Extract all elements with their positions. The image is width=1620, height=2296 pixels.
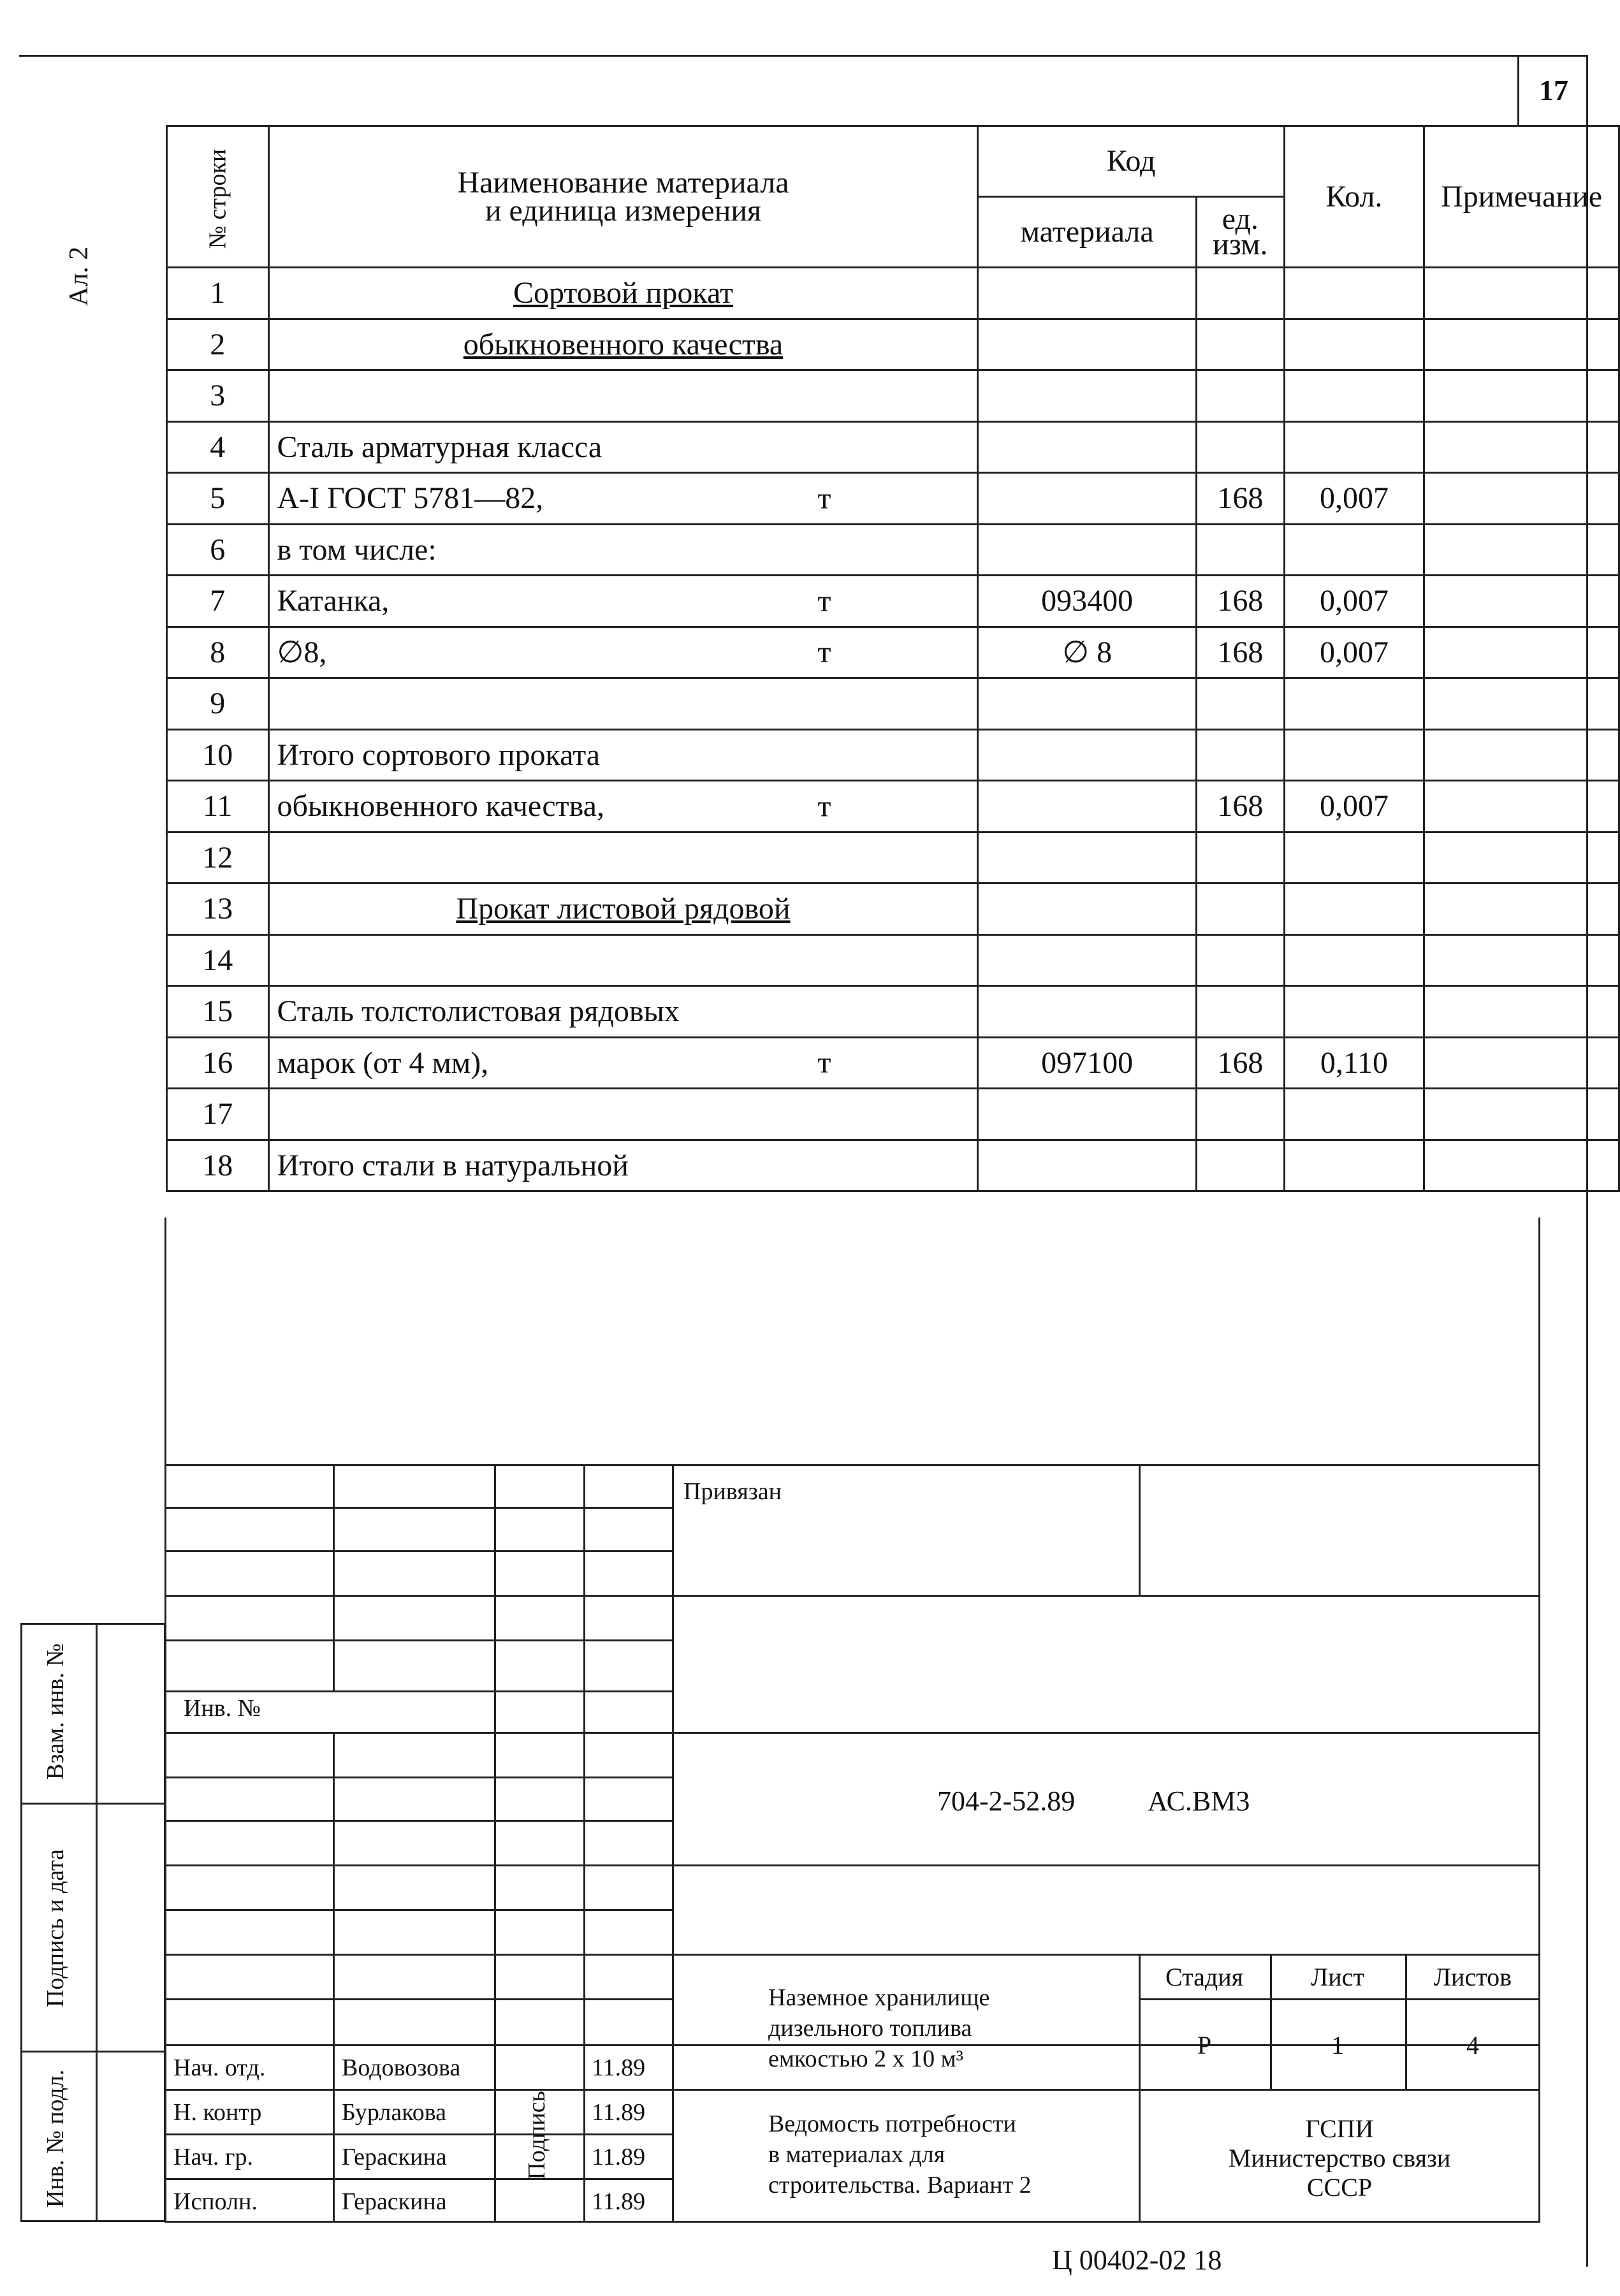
table-row [167,1089,1619,1140]
row-quantity: 0,007 [1284,627,1424,678]
page-number: 17 [1517,55,1588,127]
row-quantity [1284,729,1424,781]
row-quantity [1284,319,1424,370]
row-unit: т [817,789,831,824]
table-row [167,832,1619,883]
header-code: Код [978,126,1284,197]
row-unit-code: 168 [1196,627,1284,678]
row-name [268,832,978,883]
row-number: 1 [167,268,269,319]
row-name-text: Прокат листовой рядовой [456,892,791,926]
row-material-code [978,986,1196,1038]
table-row [167,319,1619,370]
row-unit-code: 168 [1196,781,1284,832]
org-line3: СССР [1306,2173,1373,2202]
row-quantity [1284,370,1424,422]
row-material-code [978,678,1196,730]
stamp-vline [1139,1464,1141,1597]
sheet-label: Лист [1311,1963,1364,1991]
side-strip-divider [96,1623,98,2222]
row-unit-code [1196,934,1284,986]
header-code-unit: ед. изм. [1196,197,1284,268]
doc-code: 704-2-52.89 [937,1785,1076,1817]
stamp-hline [583,2133,673,2135]
table-row [167,421,1619,473]
row-note [1424,319,1619,370]
stamp-hline [164,2133,583,2135]
row-number: 10 [167,729,269,781]
row-number: 4 [167,421,269,473]
row-material-code [978,781,1196,832]
row-unit-code [1196,986,1284,1038]
stamp-hline [164,1639,673,1641]
row-unit-code [1196,832,1284,883]
stamp-hline [672,2089,1540,2091]
row-number: 14 [167,934,269,986]
row-note [1424,421,1619,473]
stamp-hline [164,1864,1540,1866]
row-material-code [978,268,1196,319]
row-number: 15 [167,986,269,1038]
row-material-code [978,370,1196,422]
row-note [1424,934,1619,986]
table-row [167,986,1619,1038]
row-quantity [1284,268,1424,319]
row-name [268,678,978,730]
row-note [1424,627,1619,678]
row-unit-code: 168 [1196,473,1284,525]
row-note [1424,883,1619,935]
header-note: Примечание [1424,126,1619,268]
row-unit-code: 168 [1196,1037,1284,1089]
row-quantity [1284,524,1424,576]
row-quantity [1284,1089,1424,1140]
row-unit: т [817,584,831,618]
row-name [268,370,978,422]
row-material-code: 093400 [978,576,1196,627]
inv-no-label: Инв. № [184,1695,261,1722]
row-name [268,576,978,627]
row-unit-code [1196,370,1284,422]
row-name-text: обыкновенного качества, [277,789,604,824]
row-name [268,934,978,986]
header-name: Наименование материала и единица измерения [268,126,978,268]
row-quantity: 0,007 [1284,576,1424,627]
row-quantity [1284,678,1424,730]
table-row [167,370,1619,422]
table-row [167,627,1619,678]
frame-left-line [164,1217,166,1466]
table-row [167,1140,1619,1191]
row-note [1424,729,1619,781]
footer-code: Ц 00402-02 18 [1052,2244,1222,2276]
row-unit-code [1196,524,1284,576]
stamp-vline [333,1464,335,1692]
row-quantity [1284,934,1424,986]
table-row [167,576,1619,627]
row-quantity [1284,986,1424,1038]
row-name [268,319,978,370]
table-row [167,934,1619,986]
row-note [1424,986,1619,1038]
row-number: 9 [167,678,269,730]
stamp-vline [672,1464,674,2223]
table-row [167,524,1619,576]
row-name [268,781,978,832]
row-name-text: Сталь арматурная класса [277,430,602,464]
row-name [268,524,978,576]
row-material-code [978,524,1196,576]
object-line2: дизельного топлива [768,2015,972,2042]
row-name-text: ∅8, [277,636,327,670]
row-name [268,1140,978,1191]
signatory-role: Нач. гр. [173,2144,253,2170]
row-unit-code: 168 [1196,576,1284,627]
stamp-hline [164,1550,673,1552]
row-name-text: обыкновенного качества [463,327,784,361]
row-number: 12 [167,832,269,883]
stamp-hline [583,2178,673,2180]
row-name [268,883,978,935]
row-name [268,627,978,678]
row-unit-code [1196,421,1284,473]
side-podpis: Подпись и дата [42,1849,69,2008]
row-name [268,729,978,781]
row-note [1424,576,1619,627]
row-quantity [1284,421,1424,473]
row-material-code [978,729,1196,781]
row-material-code [978,319,1196,370]
stamp-hline [164,1954,1540,1956]
row-note [1424,1037,1619,1089]
row-unit-code [1196,678,1284,730]
stamp-hline [1139,1998,1540,2000]
org-line1: ГСПИ [1305,2114,1374,2143]
row-note [1424,1089,1619,1140]
row-quantity: 0,007 [1284,781,1424,832]
stamp-hline [164,1507,673,1509]
row-unit-code [1196,729,1284,781]
title-line1: Ведомость потребности [768,2111,1016,2137]
row-number: 8 [167,627,269,678]
row-note [1424,524,1619,576]
row-quantity [1284,832,1424,883]
header-row [167,126,1619,197]
row-name-text: Итого сортового проката [277,737,601,772]
stage-label: Стадия [1165,1963,1244,1991]
row-material-code [978,1140,1196,1191]
row-name [268,1037,978,1089]
table-row [167,473,1619,525]
frame-right-line [1538,1217,1540,1466]
sheet-mark: Ал. 2 [64,246,94,306]
signature-label: Подпись [523,2091,550,2180]
sheets-label: Листов [1433,1963,1512,1991]
row-material-code: 097100 [978,1037,1196,1089]
row-material-code [978,421,1196,473]
row-note [1424,370,1619,422]
stamp-hline [164,2089,583,2091]
object-line3: емкостью 2 х 10 м³ [768,2045,964,2072]
stamp-hline [164,1595,1540,1597]
row-unit-code [1196,1140,1284,1191]
stamp-hline [164,1690,673,1692]
row-name-text: A-I ГОСТ 5781—82, [277,481,544,516]
header-row-no: № строки [167,126,269,268]
row-name [268,268,978,319]
stamp-hline [164,1776,673,1778]
row-material-code [978,883,1196,935]
row-name [268,473,978,525]
row-note [1424,781,1619,832]
row-name [268,986,978,1038]
row-name-text: Сортовой прокат [513,276,734,310]
signatory-date: 11.89 [592,2099,646,2126]
row-number: 13 [167,883,269,935]
stamp-hline [164,1820,673,1822]
table-row [167,729,1619,781]
signatory-date: 11.89 [592,2054,646,2081]
row-number: 18 [167,1140,269,1191]
row-note [1424,832,1619,883]
row-name-text: Катанка, [277,584,390,618]
row-number: 3 [167,370,269,422]
stamp-hline [164,1909,673,1911]
top-border [19,55,1587,57]
materials-table [166,125,1620,1192]
row-number: 6 [167,524,269,576]
row-material-code [978,1089,1196,1140]
side-inv-podl: Инв. № подл. [42,2069,69,2208]
row-unit-code [1196,319,1284,370]
side-vzam: Взам. инв. № [42,1643,69,1780]
row-material-code [978,473,1196,525]
signatory-date: 11.89 [592,2144,646,2170]
org-line2: Министерство связи [1228,2144,1451,2172]
privyazan-label: Привязан [683,1478,782,1505]
stamp-hline [164,2178,583,2180]
row-name-text: Итого стали в натуральной [277,1148,629,1182]
signatory-name: Водовозова [342,2054,461,2081]
row-name-text: марок (от 4 мм), [277,1045,489,1080]
stamp-vline [333,1734,335,2223]
signatory-role: Нач. отд. [173,2054,266,2081]
row-number: 2 [167,319,269,370]
title-line2: в материалах для [768,2141,945,2168]
table-row [167,268,1619,319]
row-quantity [1284,883,1424,935]
row-unit: т [817,1045,831,1080]
stamp-vline [494,1464,496,2223]
row-name [268,421,978,473]
header-code-material: материала [978,197,1196,268]
sheet-value: 1 [1331,2031,1344,2060]
row-unit-code [1196,1089,1284,1140]
row-note [1424,473,1619,525]
table-row [167,678,1619,730]
stamp-hline [583,2089,673,2091]
row-unit-code [1196,268,1284,319]
signatory-role: Исполн. [173,2188,258,2215]
signatory-name: Гераскина [342,2144,447,2170]
row-unit: т [817,481,831,516]
row-material-code [978,934,1196,986]
row-note [1424,1140,1619,1191]
row-quantity: 0,110 [1284,1037,1424,1089]
header-qty: Кол. [1284,126,1424,268]
row-material-code: ∅ 8 [978,627,1196,678]
table-row [167,1037,1619,1089]
row-quantity: 0,007 [1284,473,1424,525]
signatory-role: Н. контр [173,2099,262,2126]
table-row [167,781,1619,832]
row-name-text: Сталь толстолистовая рядовых [277,994,680,1029]
row-name [268,1089,978,1140]
row-note [1424,268,1619,319]
row-note [1424,678,1619,730]
row-number: 17 [167,1089,269,1140]
row-name-text: в том числе: [277,532,437,567]
stamp-hline [164,1732,1540,1734]
stamp-hline [164,1998,673,2000]
stage-value: Р [1197,2031,1212,2060]
table-row [167,883,1619,935]
row-number: 11 [167,781,269,832]
row-number: 16 [167,1037,269,1089]
title-line3: строительства. Вариант 2 [768,2172,1032,2198]
row-unit-code [1196,883,1284,935]
row-quantity [1284,1140,1424,1191]
signatory-name: Бурлакова [342,2099,447,2126]
doc-mark: АС.ВМ3 [1148,1785,1250,1817]
signatory-name: Гераскина [342,2188,447,2215]
row-material-code [978,832,1196,883]
signatory-date: 11.89 [592,2188,646,2215]
object-line1: Наземное хранилище [768,1984,990,2011]
stamp-vline [583,1464,585,2223]
row-number: 7 [167,576,269,627]
row-number: 5 [167,473,269,525]
row-unit: т [817,635,831,669]
sheets-value: 4 [1466,2031,1479,2060]
